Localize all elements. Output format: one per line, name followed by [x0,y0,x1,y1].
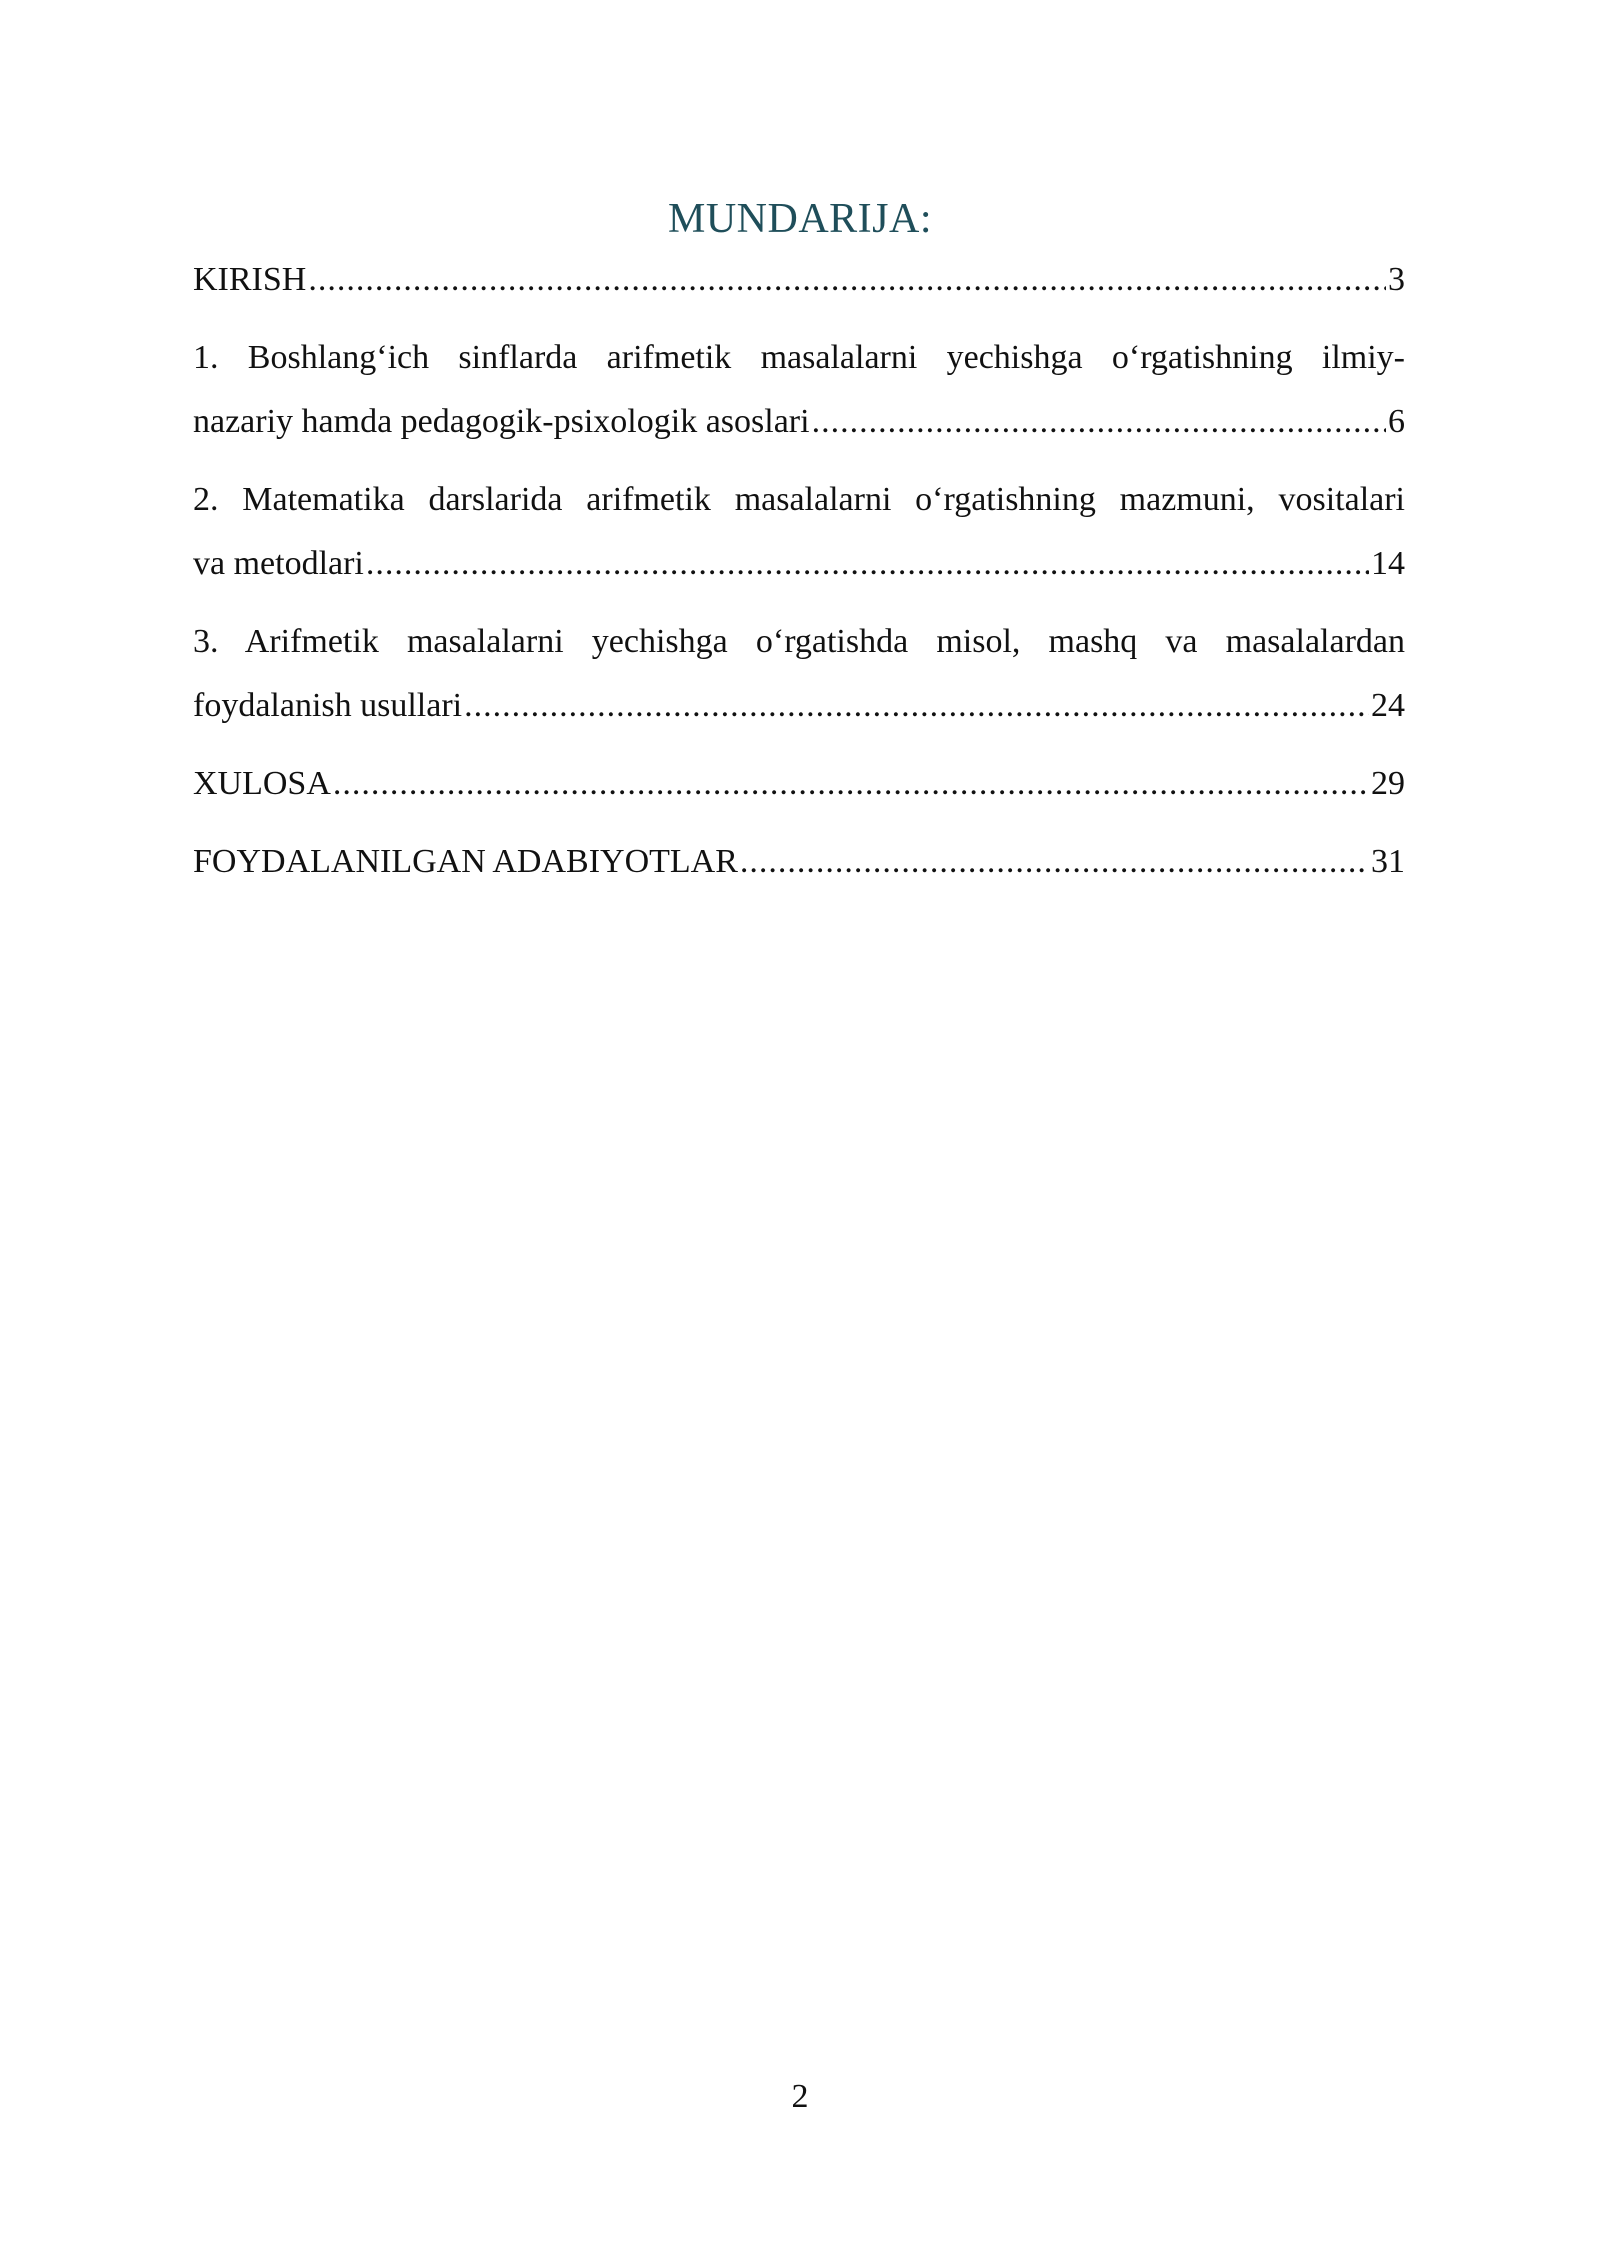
toc-entry-line: 3. Arifmetik masalalarni yechishga o‘rgatishda misol, mashq va masalalardan [193,623,1405,660]
toc-entry-label: XULOSA [193,765,331,802]
dot-leader [812,390,1386,454]
toc-entry-line: 1. Boshlang‘ich sinflarda arifmetik masalalarni yechishga o‘rgatishning ilmiy- [193,339,1405,376]
toc-entry-xulosa[interactable] [193,752,1405,816]
toc-page-number: 29 [1371,765,1405,802]
toc-entry-line: 2. Matematika darslarida arifmetik masalalarni o‘rgatishning mazmuni, vositalari [193,481,1405,518]
toc-entry-last-line [193,532,1405,596]
toc-entry-last-line [193,248,1405,312]
toc-entry-chapter-3[interactable] [193,610,1405,738]
toc-entry-kirish[interactable] [193,248,1405,312]
toc-entry-chapter-1[interactable] [193,326,1405,454]
toc-page-number: 31 [1371,843,1405,880]
toc-entry-label: foydalanish usullari [193,687,463,724]
toc-entry-adabiyotlar[interactable] [193,830,1405,894]
page-number: 2 [791,2078,809,2115]
toc-entry-last-line [193,830,1405,894]
toc-entry-label: va metodlari [193,545,364,582]
toc-entry-label: FOYDALANILGAN ADABIYOTLAR [193,843,738,880]
toc-entry-label: KIRISH [193,261,307,298]
toc-page-number: 24 [1371,687,1405,724]
dot-leader [464,674,1369,738]
toc-entry-last-line [193,674,1405,738]
toc-entry-label: nazariy hamda pedagogik-psixologik asoslari [193,403,810,440]
table-of-contents [193,248,1405,894]
dot-leader [366,532,1369,596]
toc-entry-last-line [193,752,1405,816]
toc-page-number: 3 [1388,261,1405,298]
dot-leader [740,830,1369,894]
toc-entry-last-line [193,390,1405,454]
dot-leader [333,752,1369,816]
dot-leader [308,248,1386,312]
toc-page-number: 14 [1371,545,1405,582]
page-title: MUNDARIJA: [667,196,932,242]
toc-page-number: 6 [1388,403,1405,440]
toc-entry-chapter-2[interactable] [193,468,1405,596]
